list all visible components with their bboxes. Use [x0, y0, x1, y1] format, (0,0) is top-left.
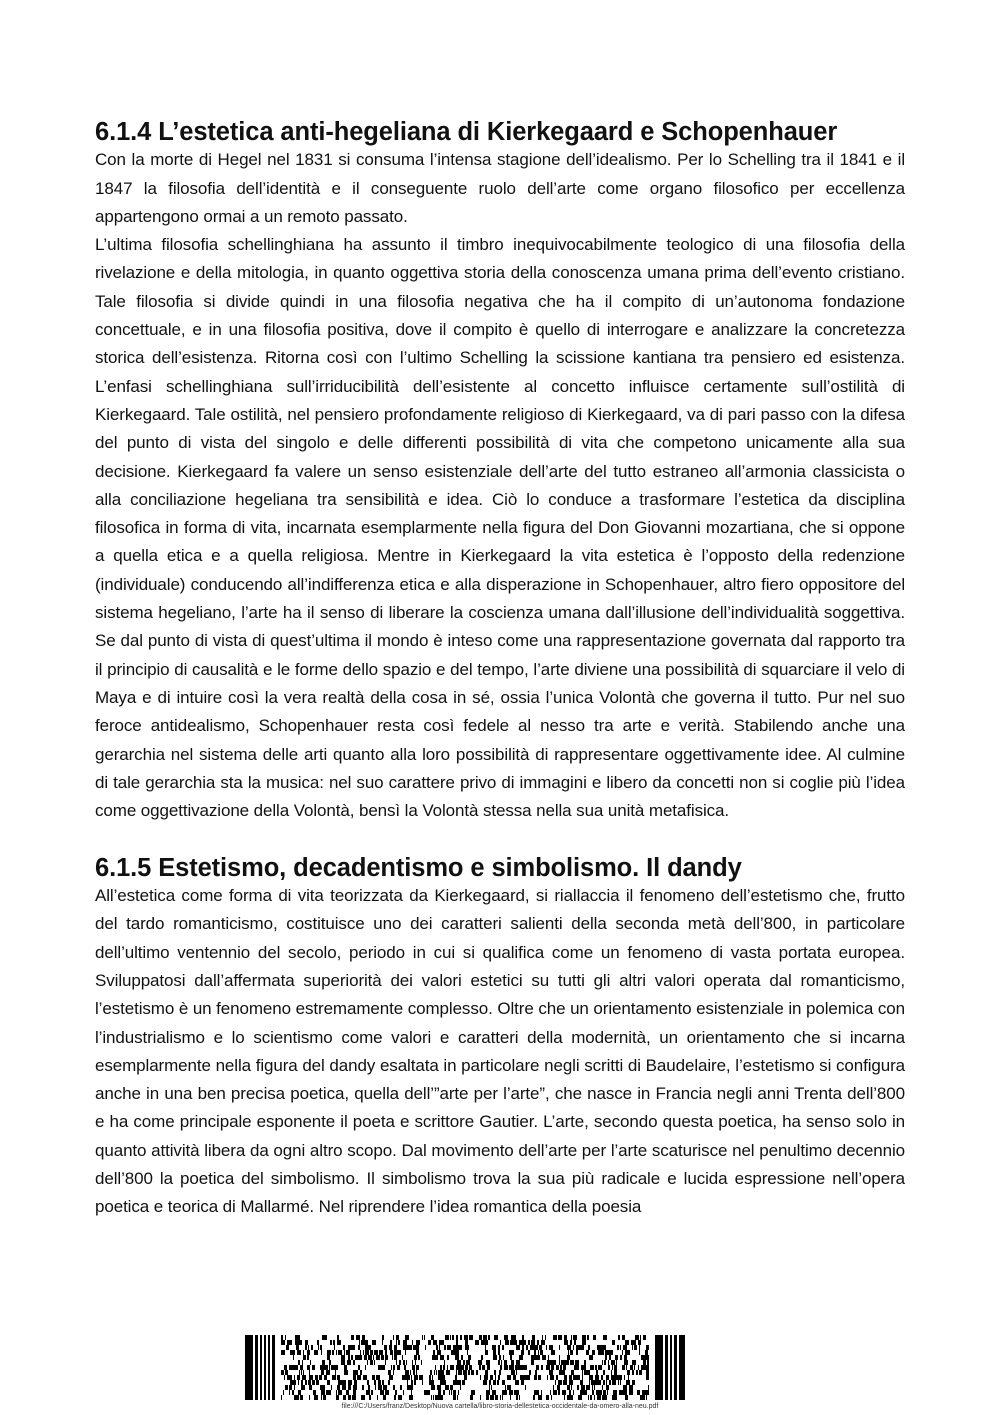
paragraph: L’ultima filosofia schellinghiana ha assunto il timbro inequivocabilmente teologico di una filosofia della rivelazione e della mitologia, in quanto oggettiva storia della conoscenza umana prima dell’evento cristiano. Tale filosofia si divide quindi in una filosofia negativa che ha il compito di un’autonoma fondazione concettuale, e in una filosofia positiva, dove il compito è quello di interrogare e analizzare la concretezza storica dell’esistenza. Ritorna così con l’ultimo Schelling la scissione kantiana tra pensiero ed esistenza. L’enfasi schellinghiana sull’irriducibilità dell’esistente al concetto influisce certamente sull’ostilità di Kierkegaard. Tale ostilità, nel pensiero profondamente religioso di Kierkegaard, va di pari passo con la difesa del punto di vista del singolo e delle differenti possibilità di vita che competono unicamente alla sua decisione. Kierkegaard fa valere un senso esistenziale dell’arte del tutto estraneo all’armonia classicista o alla conciliazione hegeliana tra sensibilità e idea. Ciò lo conduce a trasformare l’estetica da disciplina filosofica in forma di vita, incarnata esemplarmente nella figura del Don Giovanni mozartiana, che si oppone a quella etica e a quella religiosa. Mentre in Kierkegaard la vita estetica è l’opposto della redenzione (individuale) conducendo all’indifferenza etica e alla disperazione in Schopenhauer, altro fiero oppositore del sistema hegeliano, l’arte ha il senso di liberare la coscienza umana dall’illusione dell’individualità soggettiva. Se dal punto di vista di quest’ultima il mondo è inteso come una rappresentazione governata dal rapporto tra il principio di causalità e le forme dello spazio e del tempo, l’arte diviene una possibilità di squarciare il velo di Maya e di intuire così la vera realtà della cosa in sé, ossia l’unica Volontà che governa il tutto. Pur nel suo feroce antidealismo, Schopenhauer resta così fedele al nesso tra arte e verità. Stabilendo anche una gerarchia nel sistema delle arti quanto alla loro possibilità di rappresentare oggettivamente idee. Al culmine di tale gerarchia sta la musica: nel suo carattere privo di immagini e libero da concetti non si coglie più l’idea come oggettivazione della Volontà, bensì la Volontà stessa nella sua unità metafisica. [95, 235, 905, 821]
section-6-1-4 [95, 118, 905, 825]
section-6-1-5 [95, 854, 905, 1222]
section-spacer [95, 825, 905, 853]
paragraph: All’estetica come forma di vita teorizzata da Kierkegaard, si riallaccia il fenomeno dell’estetismo che, frutto del tardo romanticismo, costituisce uno dei caratteri salienti della seconda metà dell’800, in particolare dell’ultimo ventennio del secolo, periodo in cui si qualifica come un fenomeno di vasta portata europea. Sviluppatosi dall’affermata superiorità dei valori estetici su tutti gli altri valori operata dal romanticismo, l’estetismo è un fenomeno estremamente complesso. Oltre che un orientamento esistenziale in polemica con l’industrialismo e lo scientismo come valori e caratteri della modernità, un orientamento che si incarna esemplarmente nella figura del dandy esaltata in particolare negli scritti di Baudelaire, l’estetismo si configura anche in una ben precisa poetica, quella dell’”arte per l’arte”, che nasce in Francia negli anni Trenta dell’800 e ha come principale esponente il poeta e scrittore Gautier. L’arte, secondo questa poetica, ha senso solo in quanto attività libera da ogni altro scopo. Dal movimento dell’arte per l’arte scaturisce nel penultimo decennio dell’800 la poetica del simbolismo. Il simbolismo trova la sua più radicale e lucida espressione nell’opera poetica e teorica di Mallarmé. Nel riprendere l’idea romantica della poesia [95, 886, 905, 1217]
page-body [95, 118, 905, 1222]
file-path: file:///C:/Users/franz/Desktop/Nuova cartella/libro-storia-dellestetica-occidentale-da-omero-alla-neu.pdf [341, 1403, 659, 1410]
section-heading: 6.1.4 L’estetica anti-hegeliana di Kierkegaard e Schopenhauer [95, 118, 838, 146]
paragraph: Con la morte di Hegel nel 1831 si consuma l’intensa stagione dell’idealismo. Per lo Schelling tra il 1841 e il 1847 la filosofia dell’identità e il conseguente ruolo dell’arte come organo filosofico per eccellenza appartengono ormai a un remoto passato. [95, 150, 905, 226]
barcode-icon [245, 1335, 685, 1400]
section-heading: 6.1.5 Estetismo, decadentismo e simbolismo. Il dandy [95, 853, 742, 882]
